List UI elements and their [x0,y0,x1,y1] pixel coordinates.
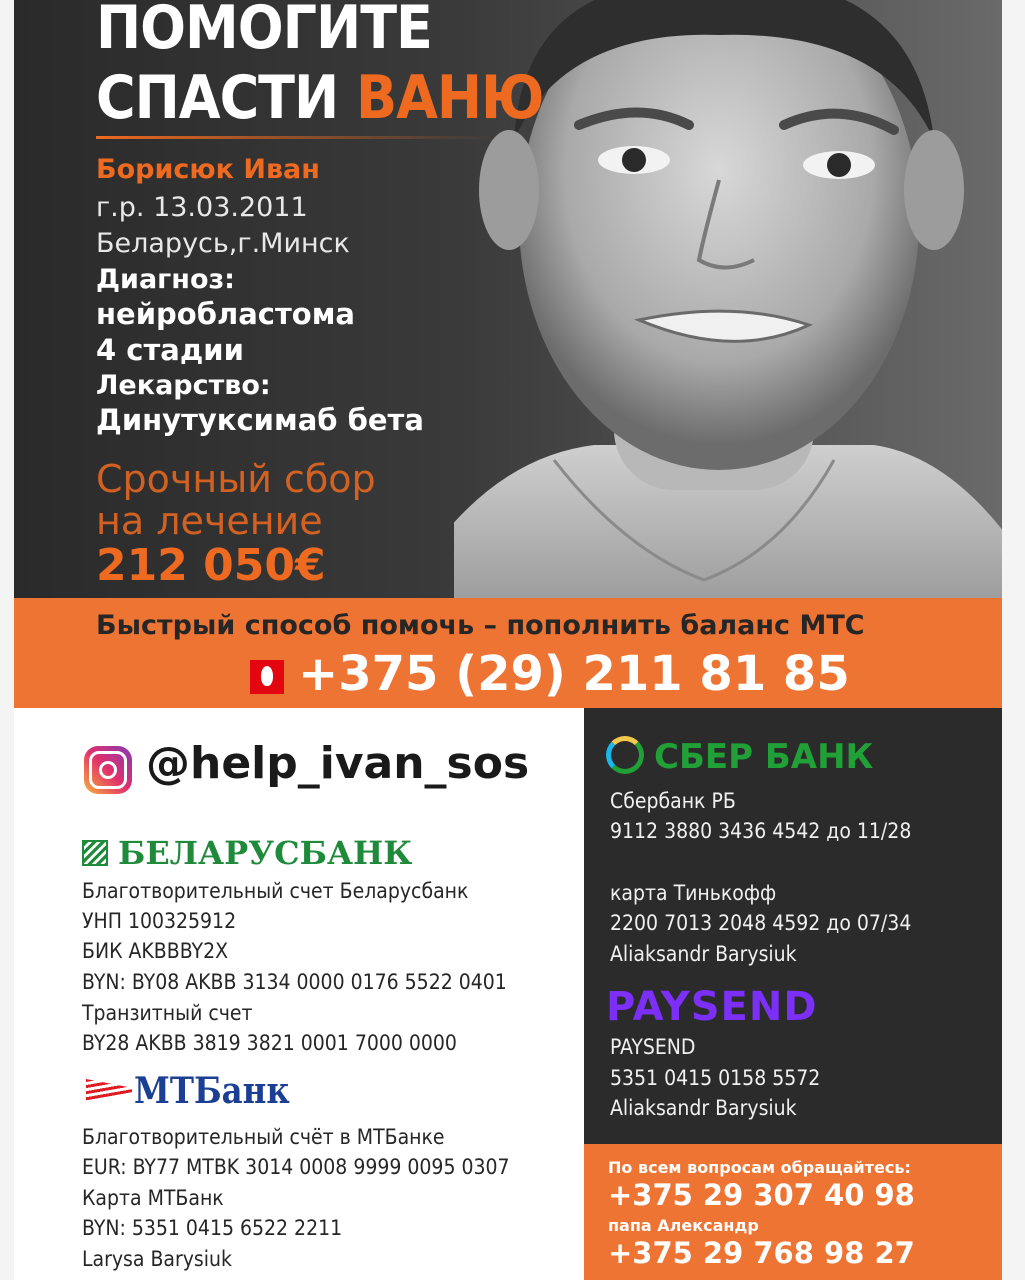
urgent-line1: Срочный сбор [96,457,376,501]
instagram-handle[interactable]: @help_ivan_sos [146,738,530,789]
diagnosis-label: Диагноз: [96,264,235,295]
mtbank-line: Карта МТБанк [82,1186,224,1210]
right-payment-panel [584,708,1002,1144]
paysend-line: Aliaksandr Barysiuk [610,1096,797,1120]
belarusbank-line: Благотворительный счет Беларусбанк [82,879,469,903]
sberbank-check-icon [606,736,644,774]
belarusbank-logo-text: БЕЛАРУСБАНК [118,834,413,872]
urgent-line2: на лечение [96,499,323,543]
birth-date: г.р. 13.03.2011 [96,192,308,223]
headline-line1: ПОМОГИТЕ [96,0,432,63]
paysend-line: 5351 0415 0158 5572 [610,1066,821,1090]
contact-father: папа Александр [608,1216,759,1235]
medicine-label: Лекарство: [96,370,271,401]
mts-banner-text: Быстрый способ помочь – пополнить баланс МТС [96,610,865,641]
mtbank-line: BYN: 5351 0415 6522 2211 [82,1216,343,1240]
belarusbank-line: УНП 100325912 [82,909,237,933]
hero-section [14,0,1002,598]
paysend-logo: PAYSEND [606,984,818,1030]
headline-line2 [96,63,544,133]
paysend-line: PAYSEND [610,1035,696,1059]
belarusbank-line: Транзитный счет [82,1001,253,1025]
left-payment-panel [14,708,584,1280]
mtbank-line: Larysa Barysiuk [82,1247,232,1271]
contact-phone-1[interactable]: +375 29 307 40 98 [608,1178,915,1212]
instagram-icon [84,746,132,794]
belarusbank-logo [82,834,412,872]
mts-banner [14,598,1002,708]
medicine-name: Динутуксимаб бета [96,403,424,437]
sber-line: 9112 3880 3436 4542 до 11/28 [610,819,912,843]
contacts-label: По всем вопросам обращайтесь: [608,1158,911,1177]
mtbank-logo [86,1070,290,1112]
tinkoff-line: 2200 7013 2048 4592 до 07/34 [610,911,912,935]
tinkoff-line: карта Тинькофф [610,881,777,905]
sberbank-logo [606,736,873,777]
headline-name: ВАНЮ [355,63,544,133]
belarusbank-line: BYN: BY08 AKBB 3134 0000 0176 5522 0401 [82,970,507,994]
mtbank-logo-text: МТБанк [134,1070,290,1112]
headline-save: СПАСТИ [96,63,339,133]
fundraising-poster [14,0,1002,1280]
headline-divider [96,136,496,139]
mtbank-line: EUR: BY77 MTBK 3014 0008 9999 0095 0307 [82,1155,510,1179]
tinkoff-line: Aliaksandr Barysiuk [610,942,797,966]
contacts-box [584,1144,1002,1280]
mts-phone[interactable] [250,646,850,702]
diagnosis-line1: нейробластома [96,297,355,331]
patient-name: Борисюк Иван [96,154,320,185]
belarusbank-line: БИК AKBBBY2X [82,939,229,963]
location: Беларусь,г.Минск [96,228,350,259]
belarusbank-mark-icon [82,840,108,866]
belarusbank-line: BY28 AKBB 3819 3821 0001 7000 0000 [82,1031,457,1055]
mtbank-mark-icon [86,1079,132,1101]
contact-phone-2[interactable]: +375 29 768 98 27 [608,1236,915,1270]
fundraising-amount: 212 050€ [96,540,326,591]
sber-line: Сбербанк РБ [610,789,736,813]
mts-phone-number: +375 (29) 211 81 85 [298,646,850,702]
mtbank-line: Благотворительный счёт в МТБанке [82,1125,445,1149]
diagnosis-line2: 4 стадии [96,333,244,367]
sberbank-logo-text: СБЕР БАНК [654,737,874,777]
